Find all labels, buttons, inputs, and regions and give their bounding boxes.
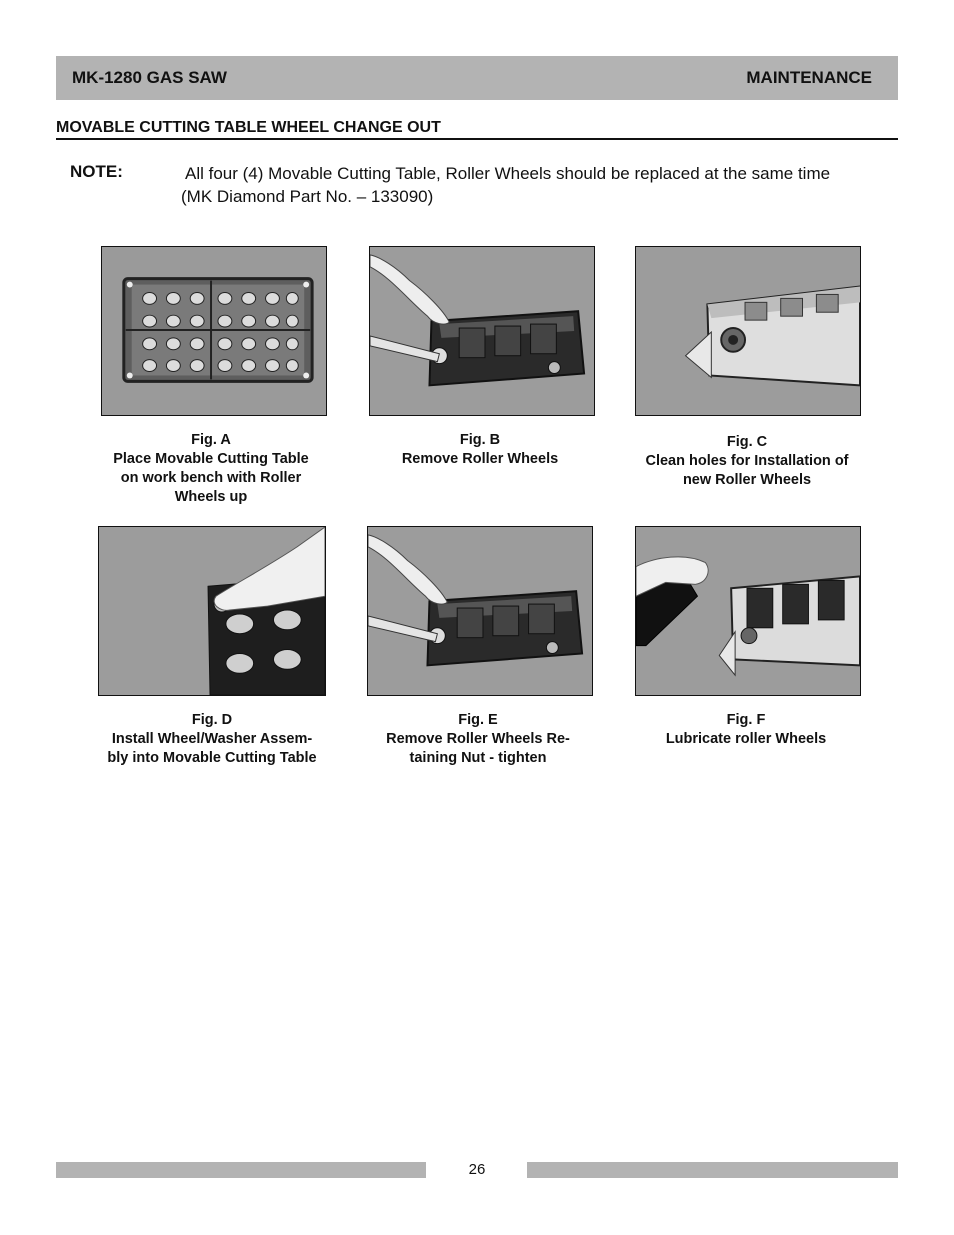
manual-title: MK-1280 GAS SAW (72, 68, 227, 87)
fig-b-text-line: Remove Roller Wheels (401, 451, 559, 467)
fig-c-photo (635, 246, 861, 416)
fig-f-caption (626, 711, 866, 749)
fig-f-text-line: Lubricate roller Wheels (665, 731, 827, 747)
footer-bar-left (56, 1162, 426, 1178)
fig-e-text-line: Remove Roller Wheels Re- (386, 731, 570, 747)
fig-a-label: Fig. A (191, 432, 231, 448)
fig-e-photo (367, 526, 593, 696)
fig-d-caption (92, 711, 332, 768)
fig-c-caption (627, 433, 867, 490)
fig-b-photo (369, 246, 595, 416)
fig-b-label: Fig. B (459, 432, 501, 448)
footer-bar-right (527, 1162, 898, 1178)
fig-c-text-line: Clean holes for Installation of (645, 453, 849, 469)
fig-c-label: Fig. C (726, 434, 768, 450)
fig-a-text-line: on work bench with Roller (120, 470, 302, 486)
section-title: MOVABLE CUTTING TABLE WHEEL CHANGE OUT (56, 119, 441, 136)
fig-b-caption (360, 431, 600, 469)
fig-f-photo (635, 526, 861, 696)
fig-f-label: Fig. F (726, 712, 766, 728)
fig-d-text-line: bly into Movable Cutting Table (107, 750, 317, 766)
fig-c-text-line: new Roller Wheels (682, 472, 812, 488)
fig-a-text-line: Place Movable Cutting Table (113, 451, 309, 467)
chapter-title: MAINTENANCE (746, 68, 872, 87)
fig-d-label: Fig. D (191, 712, 233, 728)
fig-d-text-line: Install Wheel/Washer Assem- (111, 731, 313, 747)
fig-e-text-line: taining Nut - tighten (409, 750, 547, 766)
note-text (181, 162, 901, 208)
fig-a-caption (91, 431, 331, 507)
fig-d-photo (98, 526, 326, 696)
fig-e-label: Fig. E (458, 712, 498, 728)
page-number: 26 (468, 1161, 486, 1178)
note-label: NOTE: (70, 162, 123, 181)
note-line-2: (MK Diamond Part No. – 133090) (181, 187, 434, 206)
fig-a-photo (101, 246, 327, 416)
section-divider (56, 138, 898, 140)
fig-a-text-line: Wheels up (174, 489, 248, 505)
fig-e-caption (358, 711, 598, 768)
note-line-1: All four (4) Movable Cutting Table, Roller Wheels should be replaced at the same time (185, 164, 831, 183)
page-header-bar (56, 56, 898, 100)
